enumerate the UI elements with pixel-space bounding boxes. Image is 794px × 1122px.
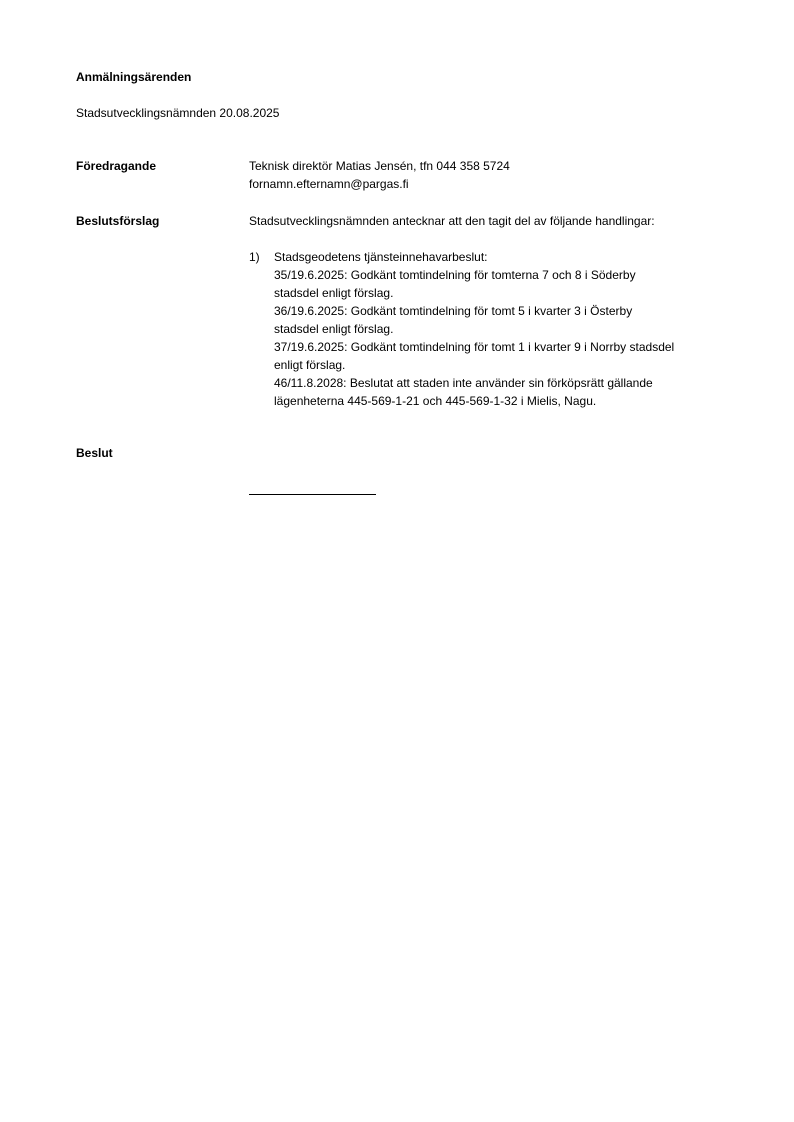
section-label-beslutsforslag: Beslutsförslag: [76, 214, 160, 228]
decision-entry: [274, 338, 744, 374]
document-heading: Anmälningsärenden: [76, 70, 192, 84]
signature-rule: [249, 494, 376, 495]
list-item-number: 1): [249, 250, 260, 264]
decision-entry-line: 35/19.6.2025: Godkänt tomtindelning för tomterna 7 och 8 i Söderby: [274, 268, 636, 282]
list-item: [274, 248, 744, 410]
decision-entry-line: 36/19.6.2025: Godkänt tomtindelning för tomt 5 i kvarter 3 i Österby: [274, 304, 633, 318]
decision-entry-line: stadsdel enligt förslag.: [274, 286, 394, 300]
presenter-line: Teknisk direktör Matias Jensén, tfn 044 358 5724: [249, 159, 510, 173]
list-item-title: Stadsgeodetens tjänsteinnehavarbeslut:: [274, 250, 488, 264]
presenter-email: fornamn.efternamn@pargas.fi: [249, 177, 409, 191]
section-label-beslut: Beslut: [76, 446, 113, 460]
decision-entry: [274, 374, 744, 410]
decision-entry-line: lägenheterna 445-569-1-21 och 445-569-1-32 i Mielis, Nagu.: [274, 394, 597, 408]
decision-entry-line: enligt förslag.: [274, 358, 346, 372]
meeting-line: Stadsutvecklingsnämnden 20.08.2025: [76, 106, 280, 120]
decision-entry: [274, 266, 744, 302]
decision-entry: [274, 302, 744, 338]
section-label-foredragande: Föredragande: [76, 159, 157, 173]
foredragande-content: [249, 157, 749, 193]
decision-entry-line: 37/19.6.2025: Godkänt tomtindelning för tomt 1 i kvarter 9 i Norrby stadsdel: [274, 340, 675, 354]
decision-entry-line: stadsdel enligt förslag.: [274, 322, 394, 336]
decision-entry-line: 46/11.8.2028: Beslutat att staden inte använder sin förköpsrätt gällande: [274, 376, 653, 390]
beslutsforslag-intro: Stadsutvecklingsnämnden antecknar att den tagit del av följande handlingar:: [249, 214, 655, 228]
